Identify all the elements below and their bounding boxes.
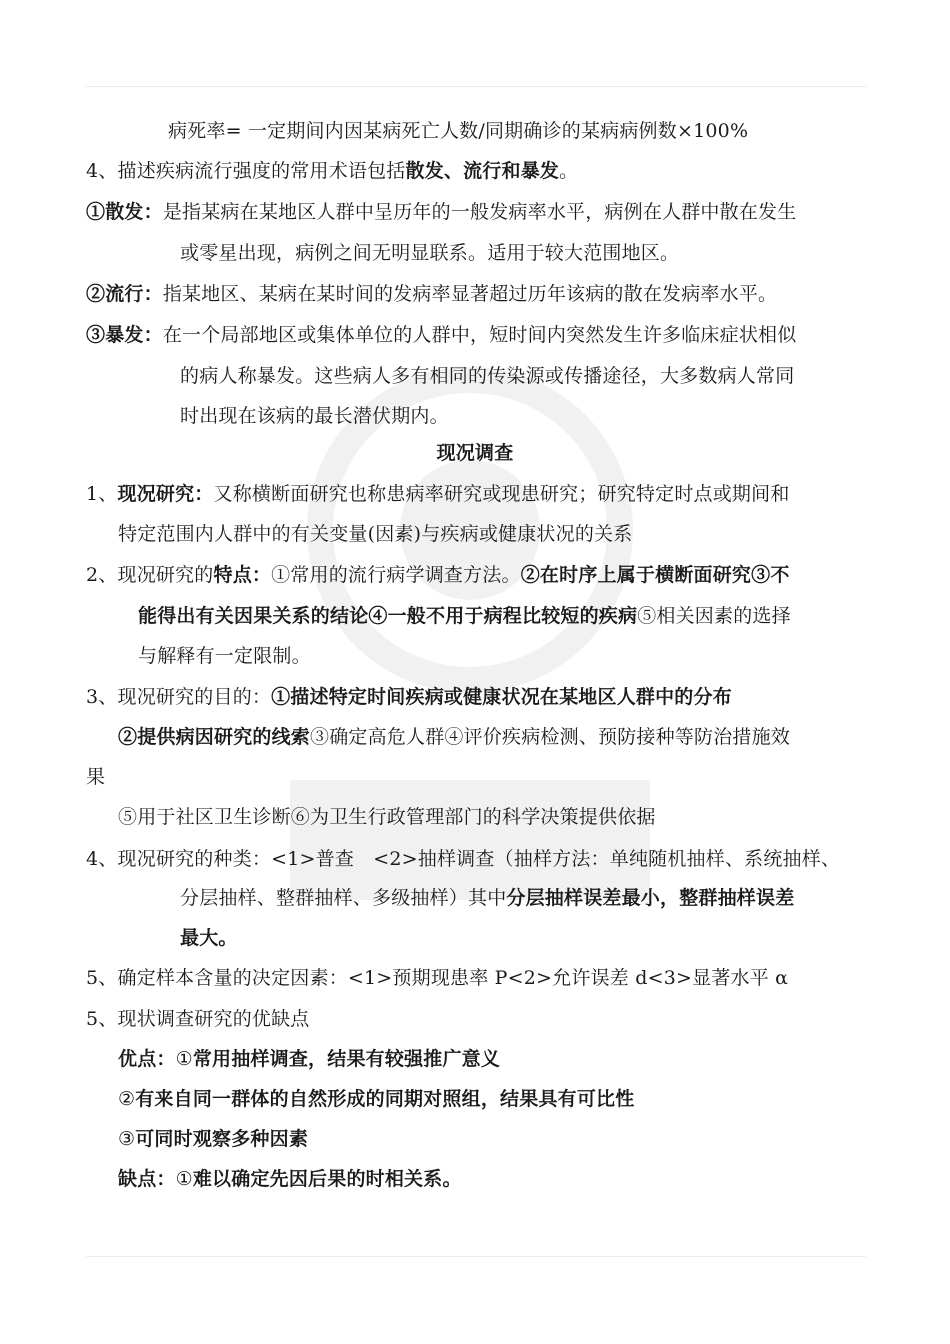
bold-text: 有来自同一群体的自然形成的同期对照组，结果具有可比性 [135, 1088, 635, 1110]
text-line [180, 240, 679, 266]
text-line [86, 562, 790, 588]
text-line [86, 764, 105, 790]
text-line [118, 1166, 462, 1192]
bold-text: 现况研究： [117, 483, 214, 505]
text-line [86, 1006, 310, 1032]
text-span: 4、描述疾病流行强度的常用术语包括 [86, 160, 406, 182]
text-span: 。 [559, 160, 579, 182]
text-span: 1、 [86, 483, 118, 505]
text-span: 时出现在该病的最长潜伏期内。 [180, 405, 449, 427]
text-line [118, 724, 790, 750]
text-line [86, 965, 788, 991]
text-line [180, 885, 794, 911]
bold-text: 缺点： [118, 1168, 176, 1190]
bold-text: ①描述特定时间疾病或健康状况在某地区人群中的分布 [271, 686, 732, 708]
text-line [86, 322, 796, 348]
text-span: ①常用的流行病学调查方法。 [271, 564, 521, 586]
text-line [118, 521, 632, 547]
text-line [180, 925, 238, 951]
text-span: 与解释有一定限制。 [138, 645, 311, 667]
text-span: 指某地区、某病在某时间的发病率显著超过历年该病的散在发病率水平。 [162, 283, 778, 305]
text-line [180, 403, 449, 429]
section-heading [0, 440, 950, 466]
text-span: ① [175, 1048, 193, 1070]
text-line [118, 1086, 634, 1112]
bold-text: 散发、流行和暴发 [405, 160, 560, 182]
header-divider [86, 86, 866, 87]
text-line [118, 1046, 500, 1072]
text-span: 特定范围内人群中的有关变量(因素)与疾病或健康状况的关系 [118, 523, 633, 545]
text-span: ⑤相关因素的选择 [637, 605, 791, 627]
bold-text: ②流行： [86, 283, 163, 305]
text-span: 是指某病在某地区人群中呈历年的一般发病率水平，病例在人群中散在发生 [162, 201, 797, 223]
text-span: ③ [118, 1128, 136, 1150]
bold-text: 分层抽样误差最小，整群抽样误差 [506, 887, 795, 909]
text-span: 或零星出现，病例之间无明显联系。适用于较大范围地区。 [180, 242, 680, 264]
text-span: 分层抽样、整群抽样、多级抽样）其中 [180, 887, 507, 909]
text-span: 2、现况研究的 [86, 564, 214, 586]
text-span: 在一个局部地区或集体单位的人群中，短时间内突然发生许多临床症状相似 [162, 324, 797, 346]
text-line [118, 1126, 308, 1152]
text-line [86, 846, 840, 872]
bold-text: 最大。 [180, 927, 238, 949]
bold-text: 能得出有关因果关系的结论④一般不用于病程比较短的疾病 [138, 605, 638, 627]
text-span: 3、现况研究的目的： [86, 686, 272, 708]
bold-text: 优点： [118, 1048, 176, 1070]
text-span: ② [118, 1088, 136, 1110]
text-line [138, 643, 311, 669]
bold-text: ①散发： [86, 201, 163, 223]
bold-text: ③暴发： [86, 324, 163, 346]
bold-text: 可同时观察多种因素 [135, 1128, 309, 1150]
text-span: 5、确定样本含量的决定因素：<1>预期现患率 P<2>允许误差 d<3>显著水平 α [86, 967, 789, 989]
text-span: 4、现况研究的种类：<1>普查 <2>抽样调查（抽样方法：单纯随机抽样、系统抽样、 [86, 848, 841, 870]
text-line [138, 603, 791, 629]
bold-text: 现况调查 [436, 442, 514, 464]
text-span: 又称横断面研究也称患病率研究或现患研究；研究特定时点或期间和 [213, 483, 790, 505]
text-span: ① [175, 1168, 193, 1190]
text-line [180, 363, 794, 389]
bold-text: 难以确定先因后果的时相关系。 [192, 1168, 462, 1190]
text-span: 病死率= 一定期间内因某病死亡人数/同期确诊的某病病例数×100% [168, 120, 749, 142]
text-line [86, 281, 777, 307]
text-line [118, 804, 656, 830]
bold-text: 常用抽样调查，结果有较强推广意义 [192, 1048, 501, 1070]
text-span: 的病人称暴发。这些病人多有相同的传染源或传播途径，大多数病人常同 [180, 365, 795, 387]
text-span: ⑤用于社区卫生诊断⑥为卫生行政管理部门的科学决策提供依据 [118, 806, 656, 828]
text-line [168, 118, 748, 144]
text-span: 5、现状调查研究的优缺点 [86, 1008, 310, 1030]
bold-text: ②提供病因研究的线索 [118, 726, 311, 748]
text-line [86, 158, 578, 184]
text-line [86, 684, 732, 710]
footer-divider [86, 1256, 866, 1257]
text-span: 果 [86, 766, 106, 788]
bold-text: ②在时序上属于横断面研究③不 [520, 564, 790, 586]
text-line [86, 481, 790, 507]
text-span: ③确定高危人群④评价疾病检测、预防接种等防治措施效 [310, 726, 791, 748]
text-line [86, 199, 796, 225]
bold-text: 特点： [213, 564, 272, 586]
